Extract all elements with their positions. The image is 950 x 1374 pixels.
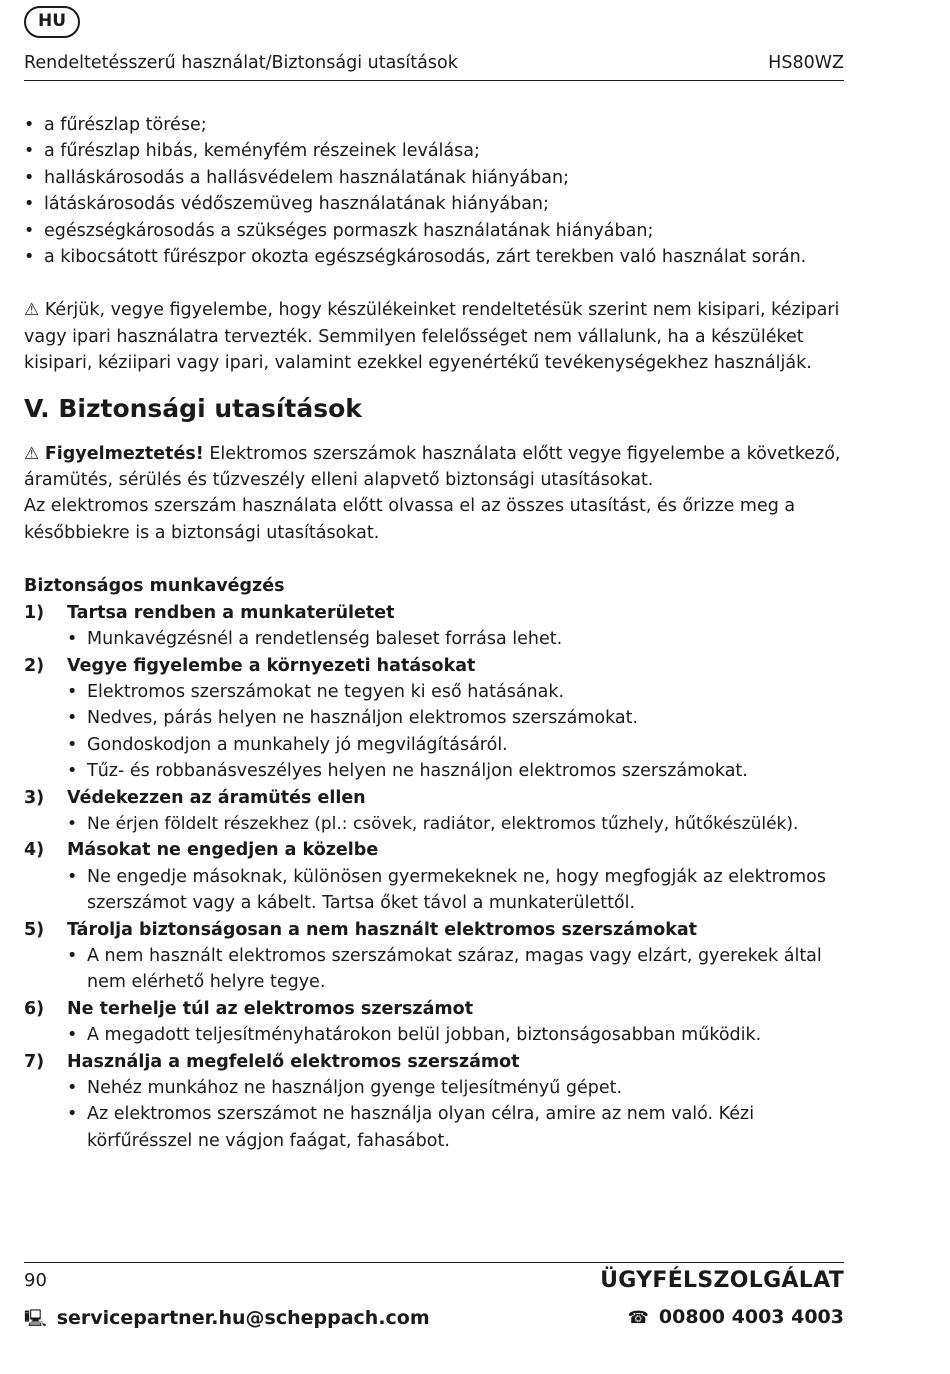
usage-notice: [24, 297, 844, 376]
page-footer: [24, 1266, 844, 1346]
phone-number[interactable]: 00800 4003 4003: [658, 1306, 844, 1328]
email-link[interactable]: servicepartner.hu@scheppach.com: [56, 1307, 430, 1329]
list-item: • Ne engedje másoknak, különösen gyermekeknek ne, hogy megfogják az elektromos szerszámot vagy a kábelt. Tartsa őket távol a munkaterülettől.: [67, 864, 844, 917]
notice-text: Kérjük, vegye figyelembe, hogy készülékeinket rendeltetésük szerint nem kisipari, kézipari vagy ipari használatra tervezték. Semmilyen felelősséget nem vállalunk, ha a készüléket kisipari, kéziipari vagy ipari, valamint ezekkel egyenértékű tevékenységekhez használják.: [24, 300, 840, 374]
list-item: • a fűrészlap törése;: [24, 112, 844, 138]
list-item: • a kibocsátott fűrészpor okozta egészségkárosodás, zárt terekben való használat során.: [24, 244, 844, 270]
laptop-icon: 🖳: [24, 1309, 47, 1329]
list-item: • a fűrészlap hibás, keményfém részeinek leválása;: [24, 138, 844, 164]
list-item: • Munkavégzésnél a rendetlenség baleset forrása lehet.: [67, 626, 844, 652]
language-badge: HU: [24, 6, 80, 38]
safety-item: [24, 600, 844, 653]
item-number: 2): [24, 655, 45, 676]
list-item: • halláskárosodás a hallásvédelem használatának hiányában;: [24, 165, 844, 191]
item-number: 3): [24, 787, 45, 808]
page-number: 90: [24, 1270, 47, 1291]
safety-item: [24, 996, 844, 1049]
main-content: [24, 112, 844, 1154]
warning-triangle-icon: ⚠: [24, 300, 40, 321]
item-number: 6): [24, 998, 45, 1019]
list-item: • Elektromos szerszámokat ne tegyen ki eső hatásának.: [67, 679, 844, 705]
safety-item: [24, 1049, 844, 1155]
service-phone: [628, 1306, 844, 1328]
item-number: 4): [24, 840, 45, 861]
item-title: Tárolja biztonságosan a nem használt elektromos szerszámokat: [67, 919, 698, 940]
warning-text: Elektromos szerszámok használata előtt vegye figyelembe a következő, áramütés, sérülés és tűzveszély elleni alapvető biztonsági utasításokat.: [24, 443, 841, 491]
list-item: • egészségkárosodás a szükséges pormaszk használatának hiányában;: [24, 218, 844, 244]
section-title: V. Biztonsági utasítások: [24, 393, 362, 423]
item-title: Másokat ne engedjen a közelbe: [67, 840, 379, 861]
list-item: • Nehéz munkához ne használjon gyenge teljesítményű gépet.: [67, 1075, 844, 1101]
list-item: • látáskárosodás védőszemüveg használatának hiányában;: [24, 191, 844, 217]
safety-item: [24, 785, 844, 838]
item-number: 7): [24, 1051, 45, 1072]
model-number: HS80WZ: [768, 53, 844, 73]
safety-item: [24, 917, 844, 996]
safety-warning: [24, 441, 844, 494]
item-title: Védekezzen az áramütés ellen: [67, 787, 366, 808]
item-title: Tartsa rendben a munkaterületet: [67, 602, 395, 623]
page-header: [24, 50, 844, 81]
customer-service-title: ÜGYFÉLSZOLGÁLAT: [600, 1268, 844, 1293]
telephone-icon: ☎: [627, 1308, 649, 1328]
item-title: Ne terhelje túl az elektromos szerszámot: [67, 998, 474, 1019]
item-title: Vegye figyelembe a környezeti hatásokat: [67, 655, 476, 676]
list-item: • Ne érjen földelt részekhez (pl.: csövek, radiátor, elektromos tűzhely, hűtőkészülék).: [67, 811, 844, 837]
item-number: 1): [24, 602, 45, 623]
warning-label: Figyelmeztetés!: [44, 443, 204, 464]
footer-divider: [24, 1262, 844, 1263]
safety-item: [24, 837, 844, 916]
subsection-heading: Biztonságos munkavégzés: [24, 576, 285, 597]
list-item: • Az elektromos szerszámot ne használja olyan célra, amire az nem való. Kézi körfűrésszel ne vágjon faágat, fahasábot.: [67, 1101, 844, 1154]
item-title: Használja a megfelelő elektromos szerszámot: [67, 1051, 520, 1072]
list-item: • Tűz- és robbanásveszélyes helyen ne használjon elektromos szerszámokat.: [67, 758, 844, 784]
service-email: [24, 1306, 430, 1335]
safety-item: [24, 653, 844, 785]
list-item: • A megadott teljesítményhatárokon belül jobban, biztonságosabban működik.: [67, 1022, 844, 1048]
warning-text-2: Az elektromos szerszám használata előtt olvassa el az összes utasítást, és őrizze meg a későbbiekre is a biztonsági utasításokat.: [24, 496, 796, 543]
header-title: Rendeltetésszerű használat/Biztonsági utasítások: [24, 53, 458, 73]
list-item: • A nem használt elektromos szerszámokat száraz, magas vagy elzárt, gyerekek által nem elérhető helyre tegye.: [67, 943, 844, 996]
list-item: • Nedves, párás helyen ne használjon elektromos szerszámokat.: [67, 705, 844, 731]
intro-bullet-list: [24, 112, 844, 270]
warning-triangle-icon: ⚠: [24, 443, 40, 464]
list-item: • Gondoskodjon a munkahely jó megvilágításáról.: [67, 732, 844, 758]
item-number: 5): [24, 919, 45, 940]
